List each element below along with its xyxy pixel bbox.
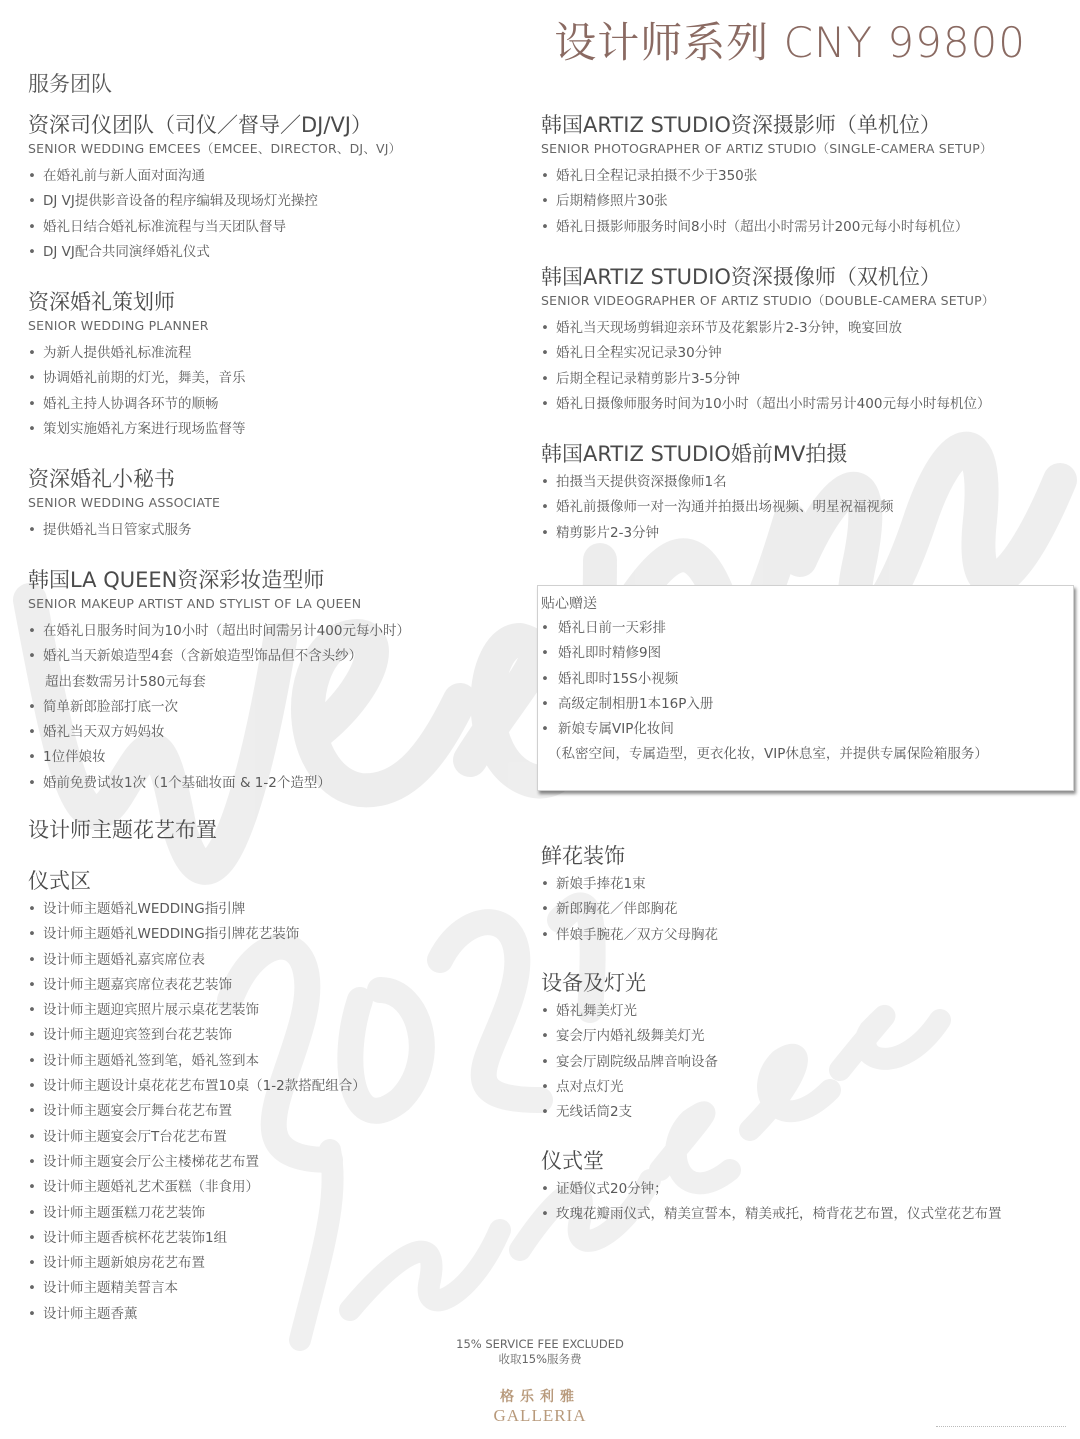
section-subtitle: SENIOR VIDEOGRAPHER OF ARTIZ STUDIO（DOUBLE-CAMERA SETUP） — [541, 293, 995, 308]
item-list — [28, 619, 528, 796]
page-title: 设计师系列 CNY 99800 — [554, 18, 1026, 67]
list-item: • 婚礼当天双方妈妈妆 — [28, 720, 528, 745]
list-item: • 后期全程记录精剪影片3-5分钟 — [541, 367, 1061, 392]
list-item: • 为新人提供婚礼标准流程 — [28, 341, 528, 366]
list-item: • 设计师主题香薰 — [28, 1302, 528, 1327]
section-title: 仪式堂 — [541, 1149, 604, 1173]
service-fee-en: 15% SERVICE FEE EXCLUDED — [456, 1337, 624, 1351]
list-item: • 点对点灯光 — [541, 1075, 1061, 1100]
gift-list — [541, 616, 1073, 742]
list-item: • 后期精修照片30张 — [541, 189, 1061, 214]
list-item: • 伴娘手腕花／双方父母胸花 — [541, 923, 1061, 948]
corner-divider — [936, 1426, 1066, 1439]
list-item: • 证婚仪式20分钟； — [541, 1177, 1061, 1202]
section-title: 设备及灯光 — [541, 971, 646, 995]
list-item: • 设计师主题迎宾照片展示桌花艺装饰 — [28, 998, 528, 1023]
list-item: • 简单新郎脸部打底一次 — [28, 695, 528, 720]
list-item: • 设计师主题婚礼签到笔，婚礼签到本 — [28, 1049, 528, 1074]
section-emcees — [28, 112, 528, 289]
list-item: • 婚礼日全程记录拍摄不少于350张 — [541, 164, 1061, 189]
list-item: • 设计师主题嘉宾席位表花艺装饰 — [28, 973, 528, 998]
list-item: • 拍摄当天提供资深摄像师1名 — [541, 470, 1061, 495]
section-makeup — [28, 567, 528, 817]
logo-cn: 格乐利雅 — [500, 1389, 580, 1405]
section-subtitle: SENIOR MAKEUP ARTIST AND STYLIST OF LA QUEEN — [28, 596, 362, 611]
service-fee-note — [0, 1337, 1080, 1367]
section-videographer — [541, 264, 1061, 441]
gift-item: • 高级定制相册1本16P入册 — [541, 692, 1073, 717]
list-item: • 在婚礼日服务时间为10小时（超出时间需另计400元每小时） — [28, 619, 528, 644]
section-ceremony-hall — [541, 1148, 1061, 1228]
section-mv — [541, 441, 1061, 546]
item-list — [541, 999, 1061, 1125]
list-item: • 设计师主题设计桌花花艺布置10桌（1-2款搭配组合） — [28, 1074, 528, 1099]
section-title: 鲜花装饰 — [541, 844, 625, 868]
list-item: • 设计师主题宴会厅公主楼梯花艺布置 — [28, 1150, 528, 1175]
service-fee-cn: 收取15%服务费 — [498, 1352, 582, 1366]
right-lower-column — [541, 843, 1061, 1228]
gift-title: 贴心赠送 — [541, 596, 597, 612]
right-column — [541, 112, 1061, 546]
list-item: • 婚礼当天新娘造型4套（含新娘造型饰品但不含头纱） — [28, 644, 528, 669]
list-item: • 婚礼前摄像师一对一沟通并拍摄出场视频、明星祝福视频 — [541, 495, 1061, 520]
list-item: • 玫瑰花瓣雨仪式，精美宣誓本，精美戒托，椅背花艺布置，仪式堂花艺布置 — [541, 1202, 1061, 1227]
section-title: 韩国ARTIZ STUDIO资深摄像师（双机位） — [541, 265, 941, 289]
section-title: 资深司仪团队（司仪／督导／DJ/VJ） — [28, 113, 372, 137]
list-item: • 新娘手捧花1束 — [541, 872, 1061, 897]
section-floral-heading — [28, 817, 528, 868]
list-item: • 新郎胸花／伴郎胸花 — [541, 897, 1061, 922]
section-equipment-lighting — [541, 970, 1061, 1148]
item-list — [541, 316, 1061, 417]
item-list — [541, 872, 1061, 948]
section-associate — [28, 466, 528, 567]
list-item: • 婚前免费试妆1次（1个基础妆面 & 1-2个造型） — [28, 771, 528, 796]
list-item: • 策划实施婚礼方案进行现场监督等 — [28, 417, 528, 442]
list-item: • 设计师主题婚礼WEDDING指引牌花艺装饰 — [28, 922, 528, 947]
gift-item: • 婚礼日前一天彩排 — [541, 616, 1073, 641]
list-item: • 宴会厅内婚礼级舞美灯光 — [541, 1024, 1061, 1049]
section-title: 资深婚礼策划师 — [28, 290, 175, 314]
section-title: 仪式区 — [28, 869, 91, 893]
list-item: • 宴会厅剧院级品牌音响设备 — [541, 1050, 1061, 1075]
gift-item: • 新娘专属VIP化妆间 — [541, 717, 1073, 742]
list-item-continuation: 超出套数需另计580元每套 — [45, 673, 206, 690]
section-title: 设计师主题花艺布置 — [28, 818, 217, 842]
list-item: • 婚礼日摄影师服务时间8小时（超出小时需另计200元每小时每机位） — [541, 215, 1061, 240]
section-subtitle: SENIOR WEDDING EMCEES（EMCEE、DIRECTOR、DJ、VJ） — [28, 141, 402, 156]
list-item: • 设计师主题蛋糕刀花艺装饰 — [28, 1201, 528, 1226]
item-list — [28, 164, 528, 265]
list-item: • 设计师主题婚礼WEDDING指引牌 — [28, 897, 528, 922]
logo-en: GALLERIA — [493, 1406, 587, 1425]
list-item: • 精剪影片2-3分钟 — [541, 521, 1061, 546]
list-item: • DJ VJ配合共同演绎婚礼仪式 — [28, 240, 528, 265]
list-item: • 在婚礼前与新人面对面沟通 — [28, 164, 528, 189]
list-item: • 设计师主题宴会厅舞台花艺布置 — [28, 1099, 528, 1124]
list-item: • 提供婚礼当日管家式服务 — [28, 518, 528, 543]
list-item: • 婚礼舞美灯光 — [541, 999, 1061, 1024]
galleria-logo — [0, 1388, 1080, 1426]
list-item: • 无线话筒2支 — [541, 1100, 1061, 1125]
service-team-label: 服务团队 — [28, 72, 112, 96]
list-item: • 设计师主题精美誓言本 — [28, 1276, 528, 1301]
list-item: • 婚礼日摄像师服务时间为10小时（超出小时需另计400元每小时每机位） — [541, 392, 1061, 417]
section-title: 韩国LA QUEEN资深彩妆造型师 — [28, 568, 325, 592]
list-item: • 设计师主题婚礼嘉宾席位表 — [28, 948, 528, 973]
section-title: 韩国ARTIZ STUDIO婚前MV拍摄 — [541, 442, 848, 466]
list-item: • 设计师主题宴会厅T台花艺布置 — [28, 1125, 528, 1150]
gift-box — [537, 585, 1074, 791]
section-planner — [28, 289, 528, 466]
list-item: • 设计师主题香槟杯花艺装饰1组 — [28, 1226, 528, 1251]
list-item: • 协调婚礼前期的灯光，舞美，音乐 — [28, 366, 528, 391]
item-list — [541, 1177, 1061, 1228]
gift-item: • 婚礼即时精修9图 — [541, 641, 1073, 666]
section-fresh-flowers — [541, 843, 1061, 970]
left-column — [28, 112, 528, 1327]
list-item: • 设计师主题新娘房花艺布置 — [28, 1251, 528, 1276]
list-item: • 设计师主题迎宾签到台花艺装饰 — [28, 1023, 528, 1048]
section-subtitle: SENIOR WEDDING ASSOCIATE — [28, 495, 221, 510]
section-ceremony-area — [28, 868, 528, 1327]
gift-item: • 婚礼即时15S小视频 — [541, 667, 1073, 692]
list-item: • 设计师主题婚礼艺术蛋糕（非食用） — [28, 1175, 528, 1200]
list-item: • 婚礼日结合婚礼标准流程与当天团队督导 — [28, 215, 528, 240]
list-item: • DJ VJ提供影音设备的程序编辑及现场灯光操控 — [28, 189, 528, 214]
section-title: 资深婚礼小秘书 — [28, 467, 175, 491]
list-item: • 婚礼当天现场剪辑迎亲环节及花絮影片2-3分钟，晚宴回放 — [541, 316, 1061, 341]
section-subtitle: SENIOR WEDDING PLANNER — [28, 318, 209, 333]
section-photographer — [541, 112, 1061, 264]
section-subtitle: SENIOR PHOTOGRAPHER OF ARTIZ STUDIO（SINGLE-CAMERA SETUP） — [541, 141, 993, 156]
list-item: • 1位伴娘妆 — [28, 745, 528, 770]
list-item: • 婚礼主持人协调各环节的顺畅 — [28, 392, 528, 417]
item-list — [28, 897, 528, 1327]
list-item: • 婚礼日全程实况记录30分钟 — [541, 341, 1061, 366]
section-title: 韩国ARTIZ STUDIO资深摄影师（单机位） — [541, 113, 941, 137]
item-list — [28, 341, 528, 442]
item-list — [541, 164, 1061, 240]
item-list — [28, 518, 528, 543]
item-list — [541, 470, 1061, 546]
gift-note: （私密空间，专属造型，更衣化妆，VIP休息室，并提供专属保险箱服务） — [548, 746, 988, 763]
